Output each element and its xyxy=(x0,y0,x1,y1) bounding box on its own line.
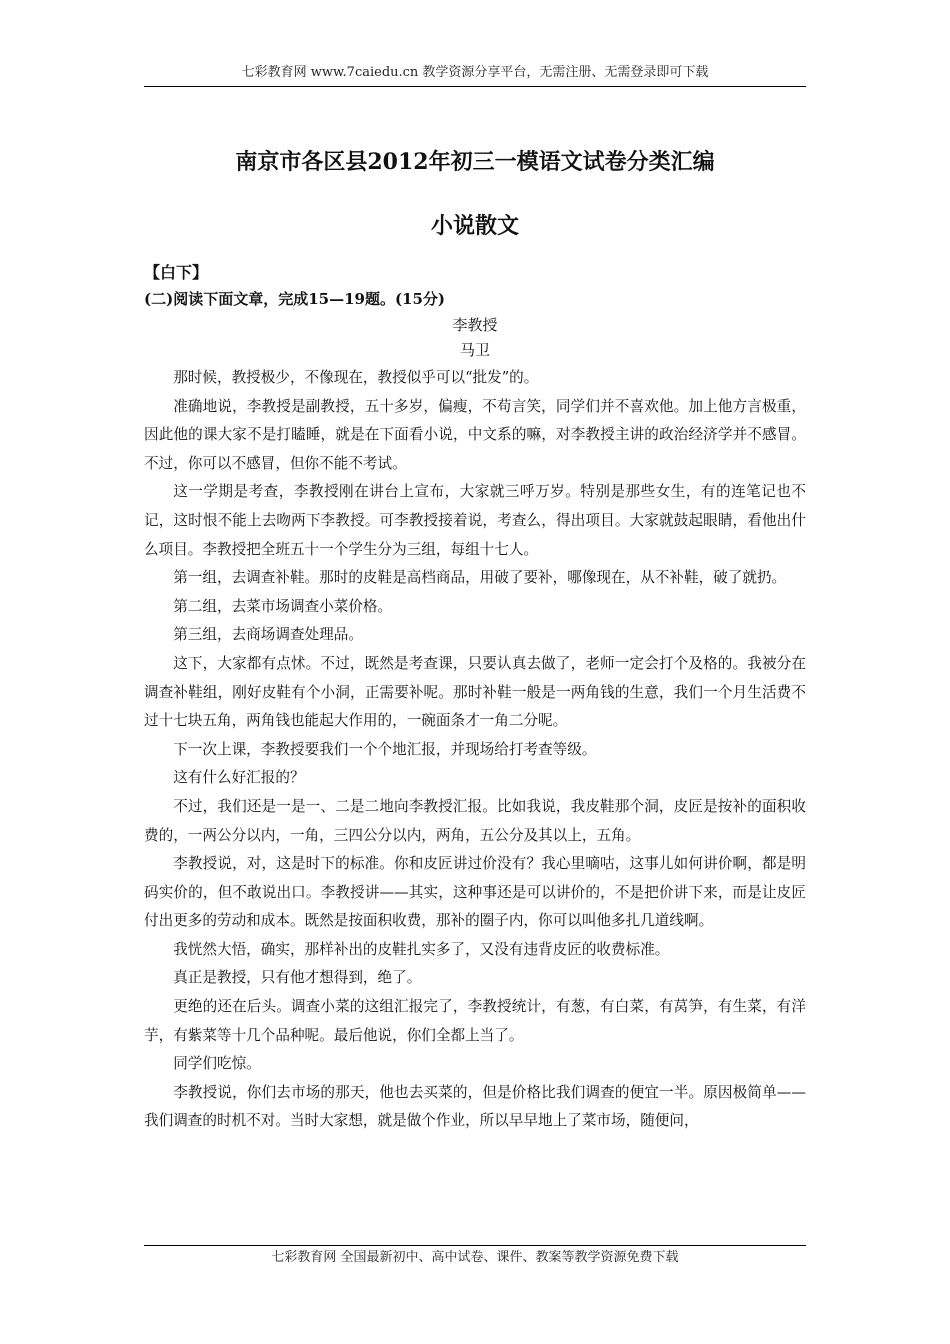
paragraph: 不过，我们还是一是一、二是二地向李教授汇报。比如我说，我皮鞋那个洞，皮匠是按补的面积收费的，一两公分以内，一角，三四公分以内，两角，五公分及其以上，五角。 xyxy=(144,797,806,844)
paragraph: 同学们吃惊。 xyxy=(173,1055,261,1073)
page-footer: 七彩教育网 全国最新初中、高中试卷、课件、教案等教学资源免费下载 xyxy=(271,1250,679,1265)
document-title: 南京市各区县2012年初三一模语文试卷分类汇编 xyxy=(235,149,715,175)
page-header: 七彩教育网 www.7caiedu.cn 教学资源分享平台，无需注册、无需登录即可下载 xyxy=(241,65,709,80)
paragraph: 李教授说，对，这是时下的标准。你和皮匠讲过价没有？我心里嘀咕，这事儿如何讲价啊，都是明码实价的，但不敢说出口。李教授讲——其实，这种事还是可以讲价的，不是把价讲下来，而是让皮匠付出更多的劳动和成本。既然是按面积收费，那补的圈子内，你可以叫他多扎几道线啊。 xyxy=(144,855,806,930)
paragraph: 第一组，去调查补鞋。那时的皮鞋是高档商品，用破了要补，哪像现在，从不补鞋，破了就扔。 xyxy=(173,569,787,587)
paragraph: 李教授说，你们去市场的那天，他也去买菜的，但是价格比我们调查的便宜一半。原因极简单——我们调查的时机不对。当时大家想，就是做个作业，所以早早地上了菜市场，随便问， xyxy=(144,1083,806,1130)
article-author: 马卫 xyxy=(459,341,490,359)
document-subtitle: 小说散文 xyxy=(430,213,519,239)
section-label: 【白下】 xyxy=(144,263,209,282)
question-instruction: (二)阅读下面文章，完成15—19题。(15分) xyxy=(144,290,446,308)
footer-divider xyxy=(144,1245,806,1246)
article-title: 李教授 xyxy=(452,316,498,334)
paragraph: 第三组，去商场调查处理品。 xyxy=(173,626,363,644)
article-body xyxy=(144,364,806,1136)
paragraph: 我恍然大悟，确实，那样补出的皮鞋扎实多了，又没有违背皮匠的收费标准。 xyxy=(173,940,670,958)
paragraph: 那时候，教授极少，不像现在，教授似乎可以“批发”的。 xyxy=(173,369,539,386)
paragraph: 下一次上课，李教授要我们一个个地汇报，并现场给打考查等级。 xyxy=(173,740,597,758)
paragraph: 更绝的还在后头。调查小菜的这组汇报完了，李教授统计，有葱，有白菜，有莴笋，有生菜，有洋芋，有紫菜等十几个品种呢。最后他说，你们全都上当了。 xyxy=(144,998,806,1044)
paragraph: 第二组，去菜市场调查小菜价格。 xyxy=(173,597,393,615)
paragraph: 准确地说，李教授是副教授，五十多岁，偏瘦，不苟言笑，同学们并不喜欢他。加上他方言极重，因此他的课大家不是打瞌睡，就是在下面看小说，中文系的嘛，对李教授主讲的政治经济学并不感冒。不过，你可以不感冒，但你不能不考试。 xyxy=(144,397,806,472)
paragraph: 真正是教授，只有他才想得到，绝了。 xyxy=(173,969,422,987)
header-divider xyxy=(144,86,806,87)
paragraph: 这一学期是考查，李教授刚在讲台上宣布，大家就三呼万岁。特别是那些女生，有的连笔记也不记，这时恨不能上去吻两下李教授。可李教授接着说，考查么，得出项目。大家就鼓起眼睛，看他出什么项目。李教授把全班五十一个学生分为三组，每组十七人。 xyxy=(144,483,806,558)
paragraph: 这有什么好汇报的？ xyxy=(173,769,305,787)
paragraph: 这下，大家都有点怵。不过，既然是考查课，只要认真去做了，老师一定会打个及格的。我被分在调查补鞋组，刚好皮鞋有个小洞，正需要补呢。那时补鞋一般是一两角钱的生意，我们一个月生活费不过十七块五角，两角钱也能起大作用的，一碗面条才一角二分呢。 xyxy=(144,654,806,730)
